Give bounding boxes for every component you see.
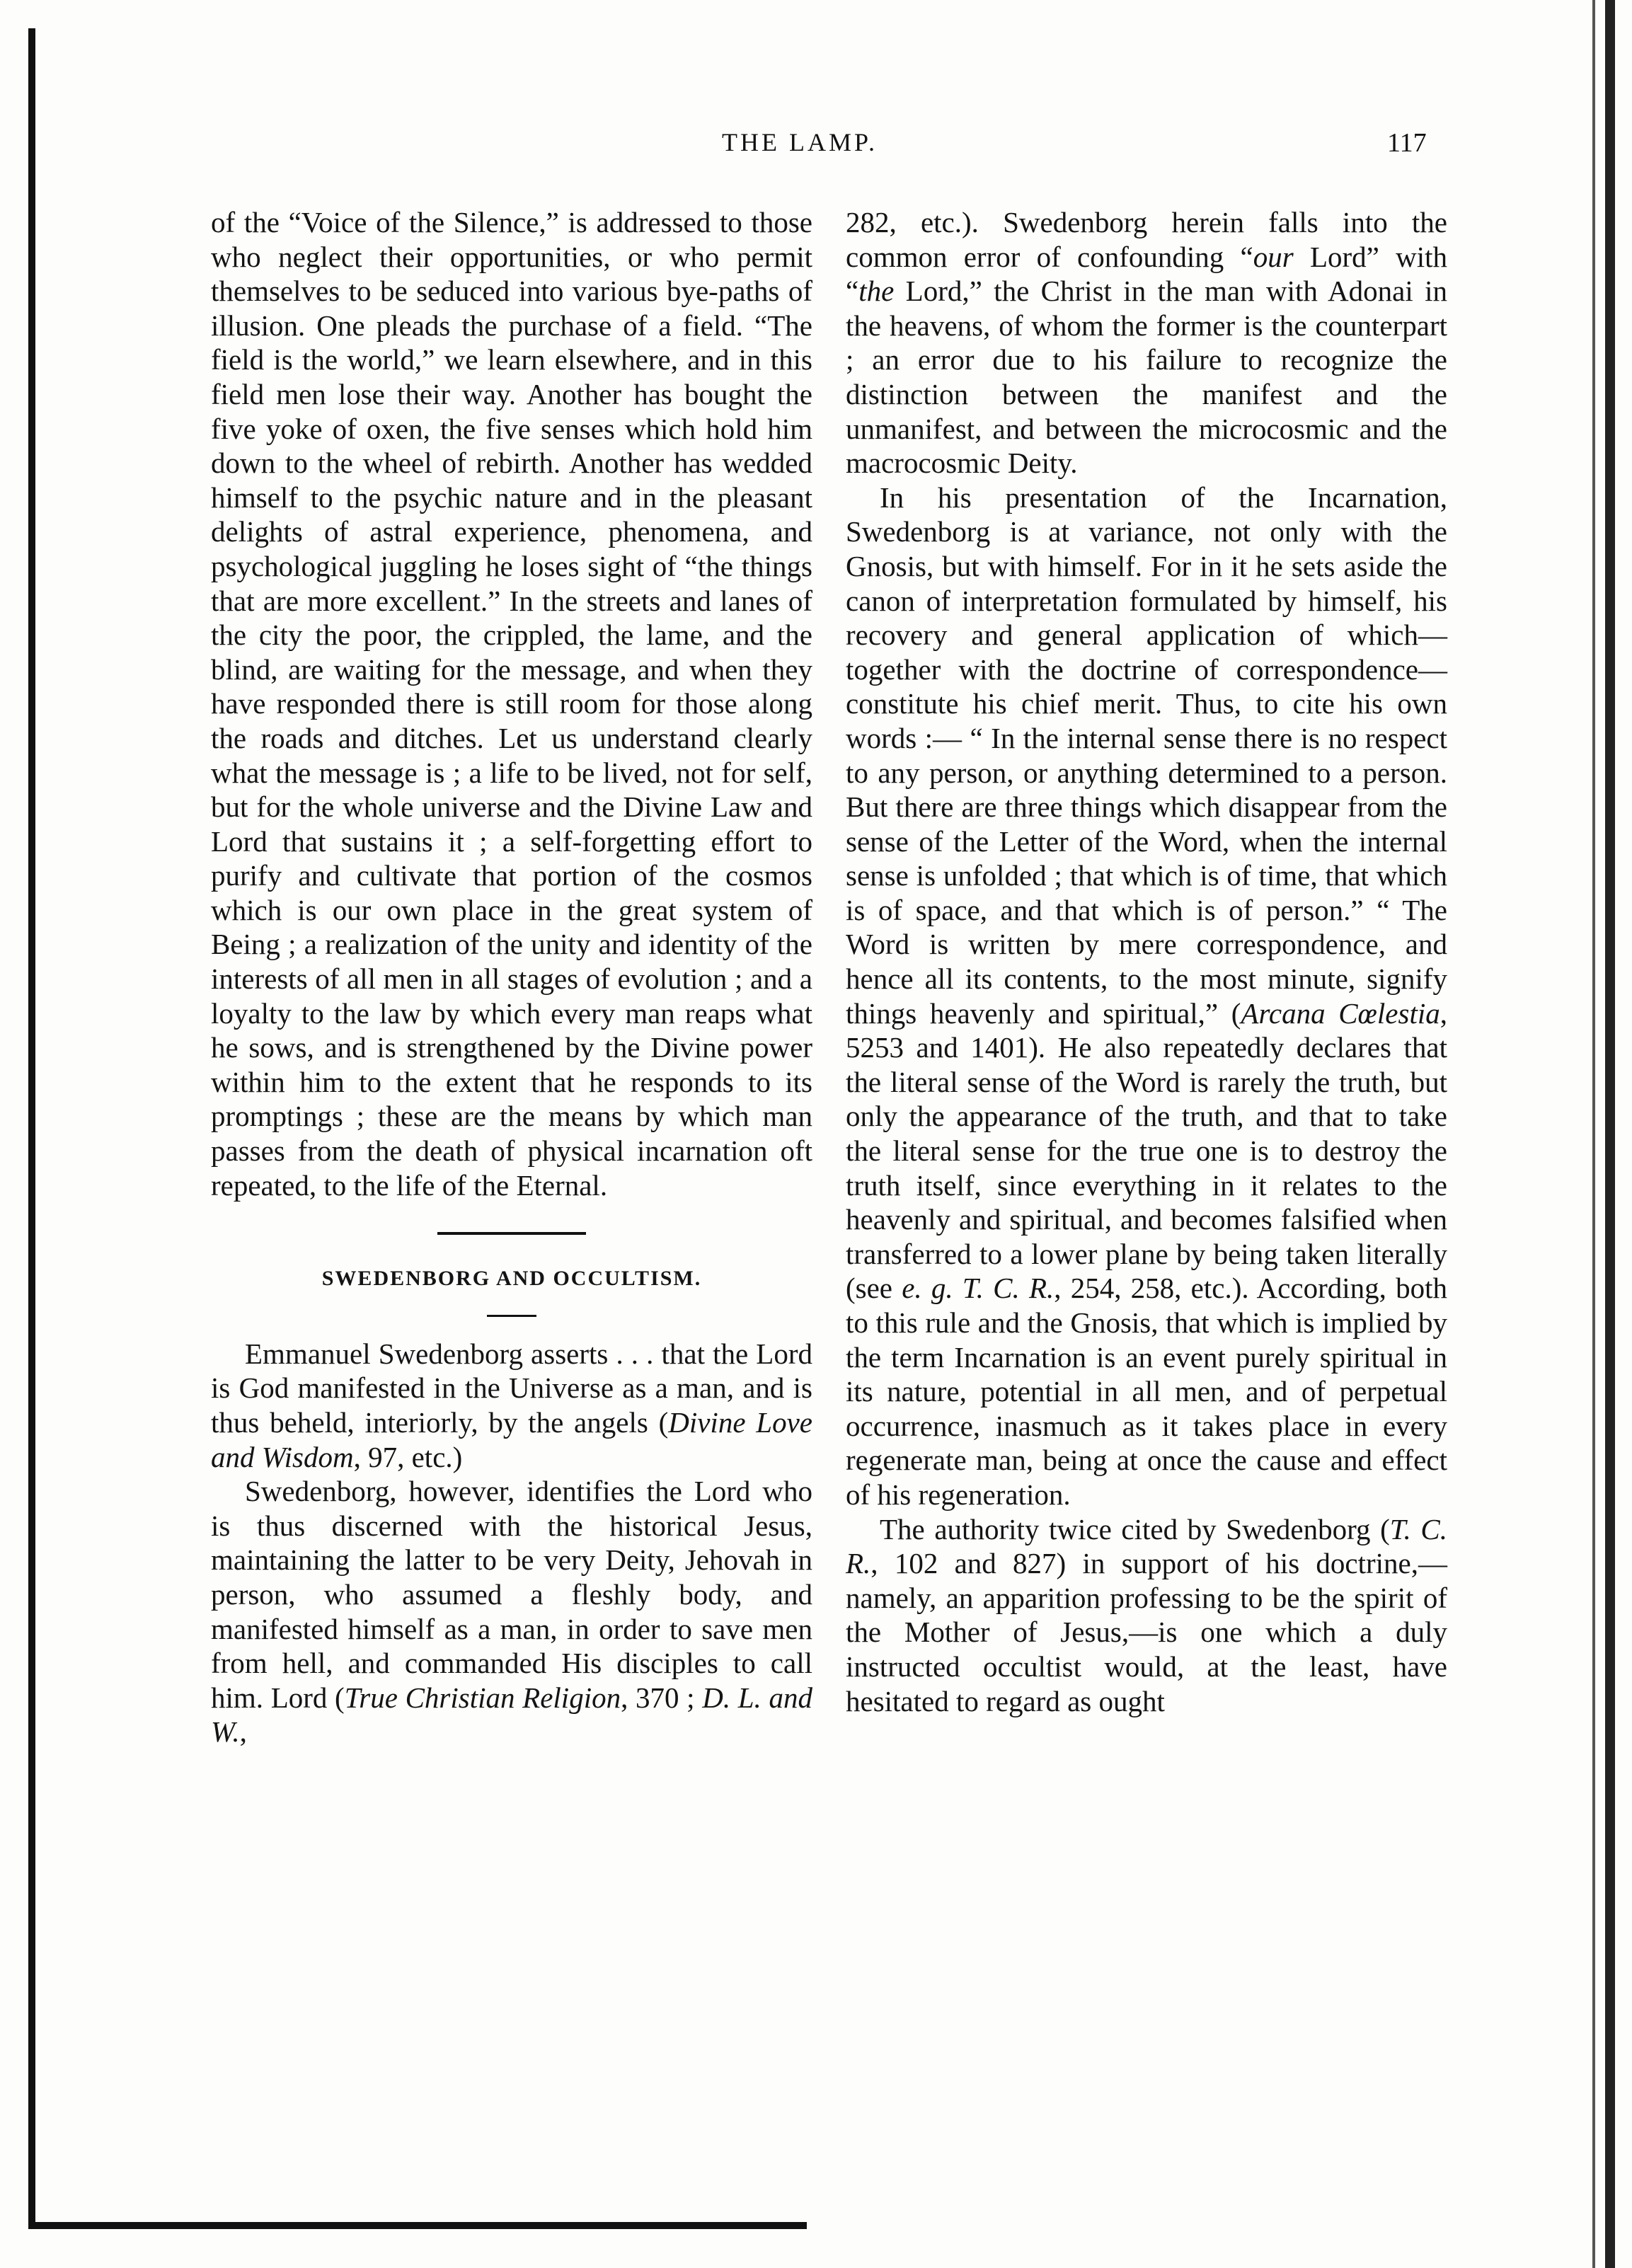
section-divider	[437, 1232, 586, 1235]
right-column	[846, 205, 1447, 1718]
text-run: Lord,” the Christ in the man with Adonai in the heavens, of whom the former is the counterpart ; an error due to his failure to recognize the distinction between the manifest and the unmanifest, and between the microcosmic and the macrocosmic Deity.	[846, 275, 1447, 480]
running-head: THE LAMP.	[722, 128, 878, 156]
citation-true-christian-religion: True Christian Religion	[344, 1681, 621, 1714]
text-run: Emmanuel Swedenborg asserts . . . that the Lord is God manifested in the Universe as a man, and is thus beheld, interiorly, by the angels (	[211, 1337, 812, 1439]
text-run: , 370 ;	[621, 1681, 703, 1714]
right-edge-shadow	[1592, 0, 1595, 2268]
text-run: , 102 and 827) in support of his doctrine,—namely, an apparition professing to be the spirit of the Mother of Jesus,—is one which a duly instructed occultist would, at the least, have hesitated to regard as ought	[846, 1547, 1447, 1717]
text-run: , 97, etc.)	[353, 1440, 463, 1473]
citation-arcana-coelestia: Arcana Cœlestia	[1241, 996, 1440, 1030]
citation-tcr: e. g. T. C. R.	[902, 1272, 1055, 1305]
emphasis-the: the	[858, 275, 895, 308]
text-run: Lord” with “	[846, 240, 1447, 308]
right-edge-rule	[1605, 0, 1615, 2268]
text-run: The authority twice cited by Swedenborg (	[880, 1512, 1390, 1545]
paragraph-authority	[846, 1512, 1447, 1719]
paragraph-confounding	[846, 205, 1447, 480]
bottom-border-rule	[28, 2222, 807, 2229]
citation-dlw: D. L. and W.	[211, 1681, 812, 1749]
emphasis-our: our	[1253, 240, 1294, 273]
paragraph-swedenborg-identifies	[211, 1474, 812, 1749]
citation-divine-love: Divine Love and Wisdom	[211, 1406, 813, 1473]
text-run: 282, etc.). Swedenborg herein falls into the common error of confounding “	[846, 206, 1447, 273]
title-underline	[487, 1315, 536, 1317]
section-title: SWEDENBORG AND OCCULTISM.	[321, 1267, 702, 1291]
paragraph-voice-of-silence: of the “Voice of the Silence,” is addressed to those who neglect their opportunities, or who permit themselves to be seduced into various bye-paths of illusion. One pleads the purchase of a field. “The field is the world,” we learn elsewhere, and in this field men lose their way. Another has bought the five yoke of oxen, the five senses which hold him down to the wheel of rebirth. Another has wedded himself to the psychic nature and in the pleasant delights of astral experience, phenomena, and psychological juggling he loses sight of “the things that are more excellent.” In the streets and lanes of the city the poor, the crippled, the lame, and the blind, are waiting for the message, and when they have responded there is still room for those along the roads and ditches. Let us understand clearly what the message is ; a life to be lived, not for self, but for the whole universe and the Divine Law and Lord that sustains it ; a self-forgetting effort to purify and cultivate that portion of the cosmos which is our own place in the great system of Being ; a realization of the unity and identity of the interests of all men in all stages of evolution ; and a loyalty to the law by which every man reaps what he sows, and is strengthened by the Divine power within him to the extent that he responds to its promptings ; these are the means by which man passes from the death of physical incarnation oft repeated, to the life of the Eternal.	[211, 206, 812, 1202]
left-column	[211, 205, 812, 1749]
text-run: , 254, 258, etc.). According, both to this rule and the Gnosis, that which is implied by the term Incarnation is an event purely spiritual in its nature, potential in all men, and of perpetual occurrence, inasmuch as it takes place in every regenerate man, being at once the cause and effect of his regeneration.	[846, 1272, 1447, 1511]
left-border-rule	[28, 28, 35, 2229]
text-run: , 5253 and 1401). He also repeatedly declares that the literal sense of the Word is rarely the truth, but only the appearance of the truth, and that to take the literal sense for the true one is to destroy the truth itself, since everything in it relates to the heavenly and spiritual, and becomes falsified when transferred to a lower plane by being taken literally (see	[846, 996, 1447, 1305]
paragraph-swedenborg-asserts	[211, 1337, 812, 1474]
text-run: Swedenborg, however, identifies the Lord who is thus discerned with the historical Jesus, maintaining the latter to be very Deity, Jehovah in person, who assumed a fleshly body, and manifested himself as a man, in order to save men from hell, and commanded His disciples to call him. Lord (	[211, 1475, 812, 1714]
page-number: 117	[1387, 128, 1427, 158]
citation-tcr-2: T. C. R.	[846, 1512, 1447, 1580]
text-run: ,	[239, 1715, 247, 1749]
text-run: In his presentation of the Incarnation, Swedenborg is at variance, not only with the Gnosis, but with himself. For in it he sets aside the canon of interpretation formulated by himself, his recovery and general application of which—together with the doctrine of correspondence—constitute his chief merit. Thus, to cite his own words :— “ In the internal sense there is no respect to any person, or anything determined to a person. But there are three things which disappear from the sense of the Letter of the Word, when the internal sense is unfolded ; that which is of time, that which is of space, and that which is of person.” “ The Word is written by mere correspondence, and hence all its contents, to the most minute, signify things heavenly and spiritual,” (	[846, 480, 1447, 1030]
paragraph-incarnation	[846, 480, 1447, 1512]
